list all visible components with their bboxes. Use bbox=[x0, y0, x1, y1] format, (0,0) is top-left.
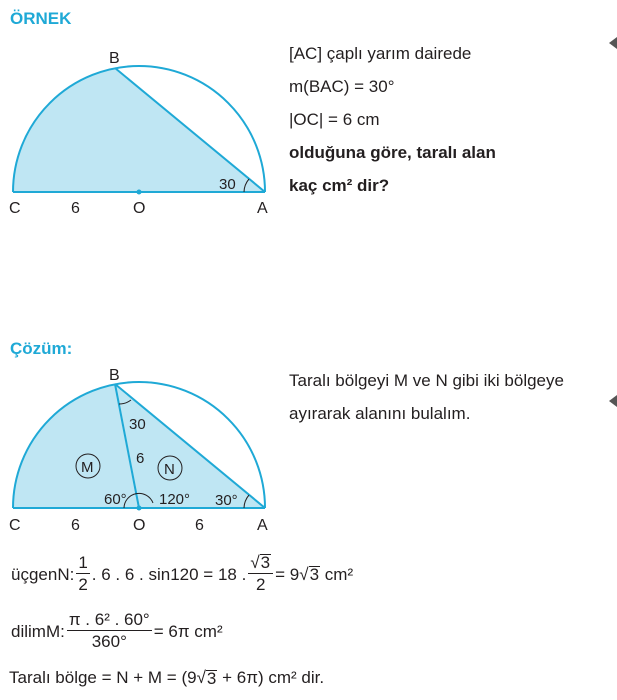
formula-n-label: üçgenN: bbox=[11, 564, 75, 584]
label-b: B bbox=[109, 367, 120, 384]
figure-1 bbox=[0, 40, 300, 260]
example-heading: ÖRNEK bbox=[10, 9, 72, 28]
label-o: O bbox=[133, 517, 146, 534]
page-edge-marker-bottom bbox=[609, 395, 617, 407]
fraction-sector bbox=[67, 610, 152, 653]
result-unit: cm² bbox=[324, 564, 354, 584]
page-edge-marker-top bbox=[609, 37, 617, 49]
label-a: A bbox=[257, 517, 268, 534]
formula-m-result: = 6π cm² bbox=[153, 621, 223, 641]
solution-text-1: Taralı bölgeyi M ve N gibi iki bölgeye bbox=[289, 371, 564, 390]
fraction-one-half bbox=[76, 553, 89, 596]
fraction-num: 1 bbox=[78, 553, 88, 572]
fraction-num: π . 6² . 60° bbox=[68, 610, 150, 629]
figure-2 bbox=[0, 364, 300, 544]
solution-heading: Çözüm: bbox=[10, 339, 73, 358]
formula-triangle-n bbox=[9, 553, 355, 596]
label-c: C bbox=[9, 517, 21, 534]
label-c: C bbox=[9, 200, 21, 217]
solution-text-2: ayırarak alanını bulalım. bbox=[289, 404, 471, 423]
given-length: |OC| = 6 cm bbox=[289, 110, 380, 129]
label-co: 6 bbox=[71, 517, 80, 534]
formula-total bbox=[9, 668, 324, 688]
sqrt-sign: √ bbox=[196, 668, 206, 687]
question-line-1: olduğuna göre, taralı alan bbox=[289, 143, 496, 162]
fraction-den: 2 bbox=[256, 575, 266, 594]
fraction-den: 2 bbox=[78, 575, 88, 594]
sqrt-radicand: 3 bbox=[260, 553, 271, 572]
label-region-n: N bbox=[164, 461, 175, 478]
center-point bbox=[137, 190, 142, 195]
label-angle-a: 30 bbox=[219, 176, 236, 193]
sqrt-radicand: 3 bbox=[206, 668, 217, 688]
label-a: A bbox=[257, 200, 268, 217]
question-line-2: kaç cm² dir? bbox=[289, 176, 390, 195]
result-coefficient: = 9 bbox=[275, 564, 300, 584]
total-tail: + 6π) cm² dir. bbox=[222, 668, 325, 687]
formula-sector-m bbox=[9, 610, 225, 653]
formula-n-result: = 9√3 cm² bbox=[275, 564, 354, 584]
label-ob: 6 bbox=[136, 450, 145, 467]
label-angle-a: 30° bbox=[215, 492, 238, 509]
sqrt-radicand: 3 bbox=[309, 564, 320, 584]
fraction-den: 360° bbox=[91, 632, 127, 651]
total-lead: Taralı bölge = N + M = (9 bbox=[9, 668, 197, 687]
label-angle-b: 30 bbox=[129, 416, 146, 433]
label-region-m: M bbox=[81, 459, 94, 476]
given-diameter: [AC] çaplı yarım dairede bbox=[289, 44, 472, 63]
label-angle-o-right: 120° bbox=[159, 491, 191, 508]
fraction-root3-over-2 bbox=[248, 553, 273, 596]
given-angle: m(BAC) = 30° bbox=[289, 77, 395, 96]
formula-m-label: dilimM: bbox=[11, 621, 65, 641]
fraction-num: √3 bbox=[248, 553, 273, 574]
label-co: 6 bbox=[71, 200, 80, 217]
formula-n-middle: . 6 . 6 . sin120 = 18 . bbox=[91, 564, 247, 584]
label-b: B bbox=[109, 50, 120, 67]
label-o: O bbox=[133, 200, 146, 217]
label-angle-o-left: 60° bbox=[104, 491, 127, 508]
center-point bbox=[137, 506, 142, 511]
label-oa: 6 bbox=[195, 517, 204, 534]
